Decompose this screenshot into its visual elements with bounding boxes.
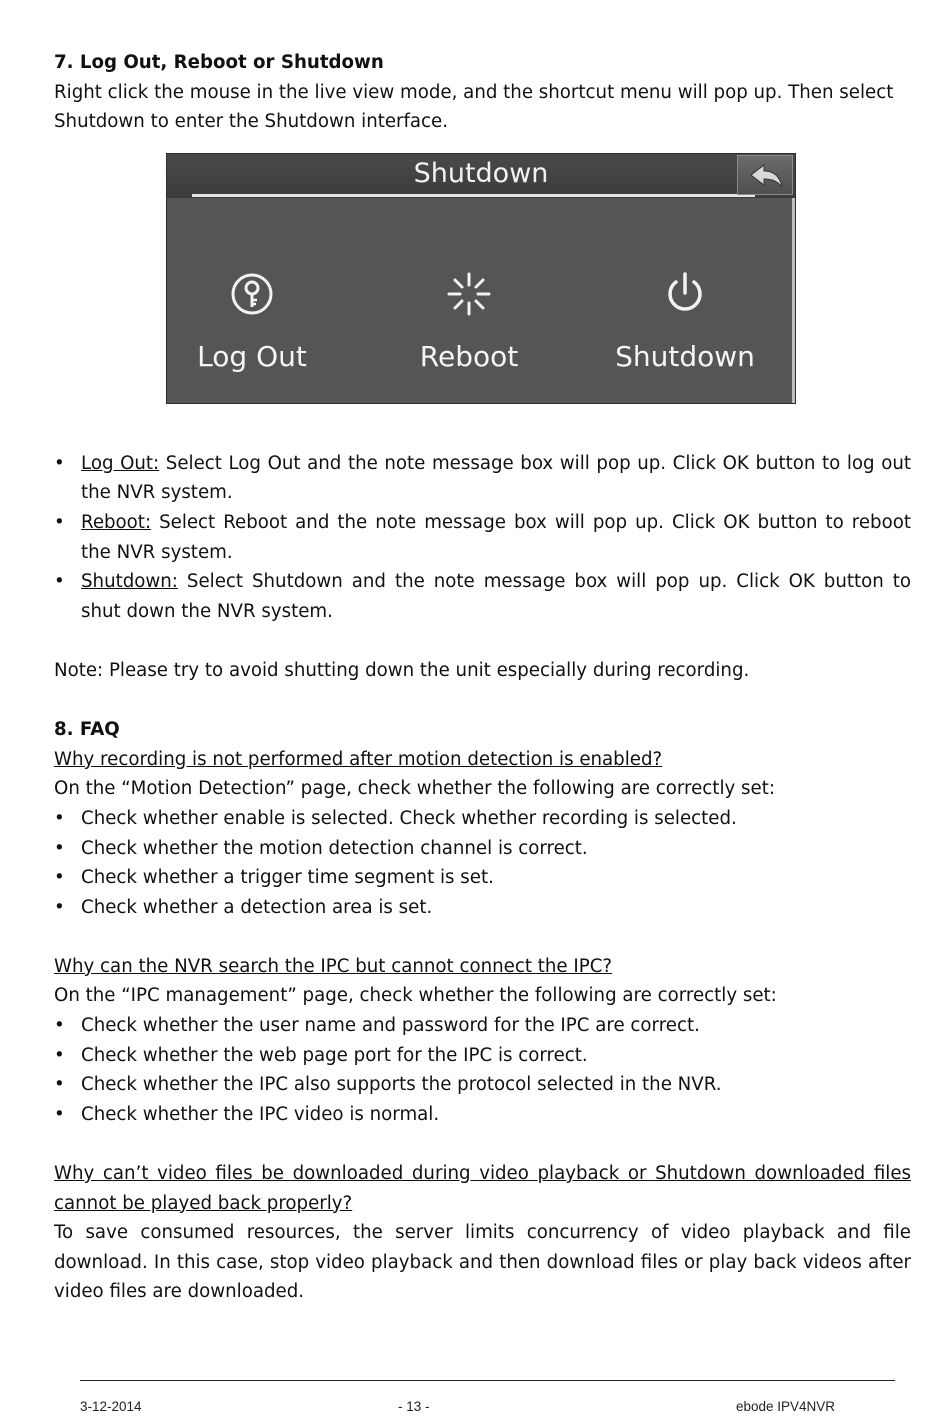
title-underline bbox=[192, 194, 755, 197]
faq-answer-3: To save consumed resources, the server limits concurrency of video playback and file download. In this case, stop video playback and then download files or play back videos after video files are downloaded. bbox=[54, 1222, 911, 1303]
document-page bbox=[54, 48, 911, 1307]
back-arrow-icon bbox=[746, 162, 786, 190]
shutdown-screenshot-figure bbox=[54, 137, 911, 449]
bullet-term: Reboot: bbox=[81, 511, 152, 533]
list-item-text: Check whether the IPC also supports the protocol selected in the NVR. bbox=[81, 1074, 722, 1096]
power-icon bbox=[662, 271, 708, 317]
note-text: Note: Please try to avoid shutting down the unit especially during recording. bbox=[54, 659, 750, 681]
bullet-reboot bbox=[54, 508, 911, 567]
section-7-heading: 7. Log Out, Reboot or Shutdown bbox=[54, 52, 384, 73]
bullet-dot: • bbox=[54, 1074, 65, 1096]
list-item-text: Check whether the web page port for the IPC is correct. bbox=[81, 1044, 588, 1066]
reboot-label: Reboot bbox=[419, 339, 519, 373]
list-item-text: Check whether the user name and password for the IPC are correct. bbox=[81, 1015, 700, 1037]
list-item bbox=[54, 1041, 911, 1071]
section-8-heading: 8. FAQ bbox=[54, 719, 120, 741]
faq-question-1: Why recording is not performed after motion detection is enabled? bbox=[54, 748, 663, 770]
list-item-text: Check whether enable is selected. Check whether recording is selected. bbox=[81, 807, 737, 829]
list-item-text: Check whether a detection area is set. bbox=[81, 896, 433, 918]
list-item bbox=[54, 863, 911, 893]
bullet-text: Select Shutdown and the note message box will pop up. Click OK button to shut down the NVR system. bbox=[81, 571, 911, 622]
bullet-dot: • bbox=[54, 837, 65, 859]
list-item bbox=[54, 1100, 911, 1130]
shutdown-label: Shutdown bbox=[615, 339, 755, 373]
list-item bbox=[54, 1070, 911, 1100]
list-item bbox=[54, 834, 911, 864]
bullet-dot: • bbox=[54, 452, 65, 474]
list-item-text: Check whether a trigger time segment is set. bbox=[81, 867, 494, 889]
bullet-dot: • bbox=[54, 896, 65, 918]
bullet-logout bbox=[54, 449, 911, 508]
footer-page-number: - 13 - bbox=[398, 1399, 430, 1414]
reboot-spinner-icon bbox=[446, 271, 492, 317]
list-item-text: Check whether the IPC video is normal. bbox=[81, 1103, 440, 1125]
shutdown-dialog bbox=[166, 153, 796, 404]
bullet-term: Log Out: bbox=[81, 452, 160, 474]
footer-date: 3-12-2014 bbox=[80, 1399, 142, 1414]
section-7-intro: Right click the mouse in the live view mode, and the shortcut menu will pop up. Then select Shutdown to enter the Shutdown interface. bbox=[54, 81, 894, 133]
bullet-dot: • bbox=[54, 867, 65, 889]
logout-label: Log Out bbox=[197, 339, 307, 373]
list-item bbox=[54, 804, 911, 834]
bullet-dot: • bbox=[54, 1044, 65, 1066]
back-button[interactable] bbox=[737, 155, 793, 195]
bullet-dot: • bbox=[54, 1103, 65, 1125]
faq-lead-1: On the “Motion Detection” page, check whether the following are correctly set: bbox=[54, 778, 775, 800]
dialog-edge bbox=[792, 198, 795, 404]
bullet-term: Shutdown: bbox=[81, 571, 178, 593]
logout-key-icon bbox=[229, 271, 275, 317]
faq-lead-2: On the “IPC management” page, check whether the following are correctly set: bbox=[54, 985, 777, 1007]
bullet-dot: • bbox=[54, 1015, 65, 1037]
list-item bbox=[54, 893, 911, 923]
bullet-text: Select Reboot and the note message box will pop up. Click OK button to reboot the NVR system. bbox=[81, 511, 911, 563]
bullet-dot: • bbox=[54, 511, 65, 533]
faq-question-3: Why can’t video files be downloaded during video playback or Shutdown downloaded files cannot be played back properly? bbox=[54, 1163, 911, 1214]
bullet-dot: • bbox=[54, 807, 65, 829]
bullet-text: Select Log Out and the note message box will pop up. Click OK button to log out the NVR system. bbox=[81, 452, 911, 504]
shutdown-option[interactable] bbox=[595, 271, 775, 375]
bullet-dot: • bbox=[54, 571, 65, 593]
logout-option[interactable] bbox=[166, 271, 342, 375]
footer-divider bbox=[80, 1380, 895, 1381]
faq-question-2: Why can the NVR search the IPC but cannot connect the IPC? bbox=[54, 955, 613, 977]
list-item bbox=[54, 1011, 911, 1041]
dialog-title: Shutdown bbox=[413, 157, 549, 189]
footer-product: ebode IPV4NVR bbox=[736, 1399, 836, 1414]
list-item-text: Check whether the motion detection channel is correct. bbox=[81, 837, 588, 859]
bullet-shutdown bbox=[54, 567, 911, 626]
reboot-option[interactable] bbox=[379, 271, 559, 375]
